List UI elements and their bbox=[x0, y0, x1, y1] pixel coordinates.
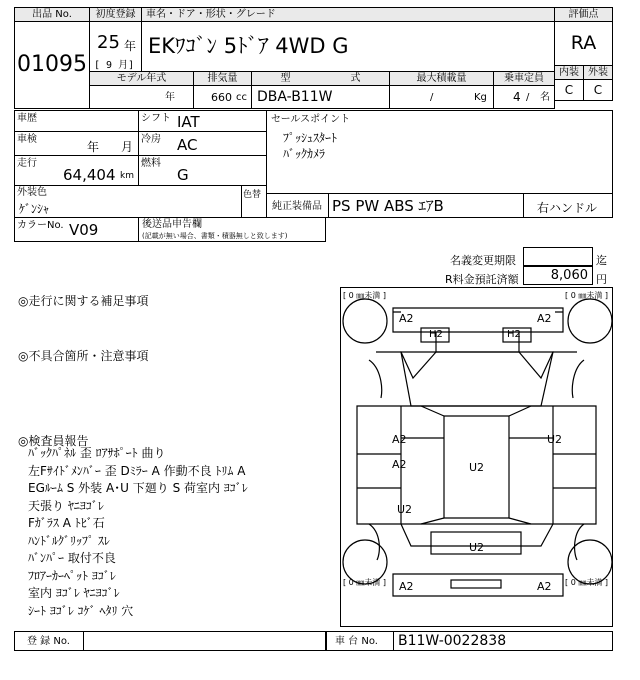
exterior-color: ｹﾞﾝｼｬ bbox=[19, 202, 50, 216]
sales-point: ﾌﾟｯｼｭｽﾀｰﾄ bbox=[283, 131, 338, 145]
damage-mark: U2 bbox=[469, 461, 485, 474]
name-change-label: 名義変更期限 bbox=[450, 254, 516, 267]
mileage: 64,404 bbox=[63, 166, 116, 184]
capacity-slash: / bbox=[526, 92, 530, 103]
registration-year: 25 bbox=[97, 32, 120, 53]
corner-measure-tr: [ 0 ㎜未満 ] bbox=[565, 291, 608, 300]
interior-grade: C bbox=[554, 79, 584, 101]
defects-heading: ◎不具合箇所・注意事項 bbox=[18, 349, 149, 363]
damage-mark: U2 bbox=[547, 433, 563, 446]
damage-mark: A2 bbox=[537, 580, 552, 593]
registration-month: [ 9 月] bbox=[94, 60, 135, 71]
inspector-line: ﾊﾝﾄﾞﾙｸﾞﾘｯﾌﾟ ｽﾚ bbox=[28, 533, 110, 548]
exterior-grade: C bbox=[583, 79, 613, 101]
chassis-no-label: 車 台 No. bbox=[326, 631, 394, 651]
color-box: 外装色 ｹﾞﾝｼｬ bbox=[14, 185, 242, 218]
damage-mark: U2 bbox=[469, 541, 485, 554]
steering: 右ハンドル bbox=[537, 201, 598, 215]
max-load-slash: / bbox=[430, 92, 434, 103]
tire-front-right-icon bbox=[568, 299, 612, 343]
inspector-line: 天張り ﾔﾆﾖｺﾞﾚ bbox=[28, 498, 104, 513]
corner-measure-br: [ 0 ㎜未満 ] bbox=[565, 578, 608, 587]
interior-label: 内装 bbox=[554, 65, 584, 80]
damage-mark: A2 bbox=[399, 580, 414, 593]
inspector-line: ﾌﾛｱｰｶｰﾍﾟｯﾄ ﾖｺﾞﾚ bbox=[28, 568, 116, 583]
grade-label: 評価点 bbox=[554, 7, 613, 22]
inspector-line: EGﾙｰﾑ S 外装 A･U 下廻り S 荷室内 ﾖｺﾞﾚ bbox=[28, 481, 248, 495]
damage-mark: A2 bbox=[537, 312, 552, 325]
damage-mark: H2 bbox=[429, 329, 443, 340]
registration-no bbox=[83, 631, 326, 651]
name-change-box bbox=[523, 247, 593, 266]
inspector-line: ｼｰﾄ ﾖｺﾞﾚ ｺｹﾞ ﾍﾀﾘ 穴 bbox=[28, 603, 134, 618]
inspector-heading: ◎検査員報告 bbox=[18, 434, 89, 448]
capacity: 4 bbox=[513, 90, 521, 104]
damage-mark: U2 bbox=[397, 503, 413, 516]
model-year-box: 年 bbox=[89, 85, 194, 109]
aftermarket-box: 後送品申告欄 (記載が無い場合、書類・積器無しと致します) bbox=[138, 217, 326, 242]
model-code-label: 型 式 bbox=[251, 71, 390, 86]
max-load-box bbox=[389, 85, 494, 109]
displacement-box bbox=[193, 85, 252, 109]
shift-box: シフト IAT bbox=[138, 110, 267, 132]
recolor-box: 色替 bbox=[241, 185, 267, 218]
name-change-unit: 迄 bbox=[596, 254, 607, 267]
car-diagram bbox=[340, 287, 613, 627]
displacement: 660 bbox=[211, 91, 232, 104]
driving-notes-heading: ◎走行に関する補足事項 bbox=[18, 294, 149, 308]
inspection-box: 車検 年 月 bbox=[14, 131, 139, 156]
color-no: V09 bbox=[69, 221, 99, 239]
recycle-box bbox=[523, 266, 593, 285]
capacity-label: 乗車定員 bbox=[493, 71, 555, 86]
first-registration-label: 初度登録 bbox=[89, 7, 142, 22]
equipment: PS PW ABS ｴｱB bbox=[332, 197, 444, 215]
shift: IAT bbox=[177, 113, 200, 131]
damage-mark: H2 bbox=[507, 329, 521, 340]
recycle-unit: 円 bbox=[596, 273, 607, 286]
chassis-no: B11W-0022838 bbox=[398, 633, 507, 649]
color-no-box: カラーNo. V09 bbox=[14, 217, 139, 242]
corner-measure-bl: [ 0 ㎜未満 ] bbox=[343, 578, 386, 587]
grade: RA bbox=[554, 21, 613, 66]
steering-box bbox=[523, 193, 613, 218]
fuel-box: 燃料 G bbox=[138, 155, 267, 186]
mileage-box: 走行 64,404 km bbox=[14, 155, 139, 186]
damage-mark: A2 bbox=[392, 458, 407, 471]
equipment-label-box: 純正装備品 bbox=[266, 193, 329, 218]
capacity-box bbox=[493, 85, 555, 109]
capacity-unit: 名 bbox=[540, 92, 550, 103]
recycle-label: R料金預託済額 bbox=[445, 273, 519, 286]
registration-year-unit: 年 bbox=[124, 39, 137, 53]
inspector-line: Fｶﾞﾗｽ A ﾄﾋﾞ石 bbox=[28, 516, 105, 530]
fuel: G bbox=[177, 166, 189, 184]
ac-box: 冷房 AC bbox=[138, 131, 267, 156]
inspector-lines bbox=[28, 446, 333, 621]
ac: AC bbox=[177, 136, 198, 154]
lot-number: 01095 bbox=[14, 21, 90, 109]
equipment-box bbox=[328, 193, 524, 218]
inspector-line: ﾊﾞﾝﾊﾟｰ 取付不良 bbox=[28, 551, 116, 565]
damage-mark: A2 bbox=[392, 433, 407, 446]
sales-point: ﾊﾞｯｸｶﾒﾗ bbox=[283, 147, 326, 161]
recycle-amount: 8,060 bbox=[550, 268, 588, 283]
chassis-no-box bbox=[393, 631, 613, 651]
damage-mark: A2 bbox=[399, 312, 414, 325]
exterior-label: 外装 bbox=[583, 65, 613, 80]
max-load-label: 最大積載量 bbox=[389, 71, 494, 86]
inspector-line: 室内 ﾖｺﾞﾚ ﾔﾆﾖｺﾞﾚ bbox=[28, 586, 120, 600]
displacement-unit: cc bbox=[236, 92, 247, 103]
max-load-unit: Kg bbox=[474, 92, 487, 103]
model-code-box bbox=[251, 85, 390, 109]
inspector-line: 左Fｻｲﾄﾞﾒﾝﾊﾞｰ 歪 Dﾐﾗｰ A 作動不良 ﾄﾘﾑ A bbox=[28, 463, 246, 478]
inspector-line: ﾊﾞｯｸﾊﾟﾈﾙ 歪 ﾛｱｻﾎﾟｰﾄ 曲り bbox=[28, 446, 166, 460]
car-name-label: 車名・ドア・形状・グレード bbox=[141, 7, 555, 22]
lot-number-label: 出品 No. bbox=[14, 7, 90, 22]
history-box: 車歴 bbox=[14, 110, 139, 132]
car-name: EKﾜｺﾞﾝ 5ﾄﾞｱ 4WD G bbox=[148, 34, 349, 58]
corner-measure-tl: [ 0 ㎜未満 ] bbox=[343, 291, 386, 300]
displacement-label: 排気量 bbox=[193, 71, 252, 86]
model-year-label: モデル年式 bbox=[89, 71, 194, 86]
tire-front-left-icon bbox=[343, 299, 387, 343]
model-code: DBA-B11W bbox=[257, 89, 333, 105]
registration-no-label: 登 録 No. bbox=[14, 631, 84, 651]
sales-points-box: セールスポイント ﾌﾟｯｼｭｽﾀｰﾄ ﾊﾞｯｸｶﾒﾗ bbox=[266, 110, 613, 194]
